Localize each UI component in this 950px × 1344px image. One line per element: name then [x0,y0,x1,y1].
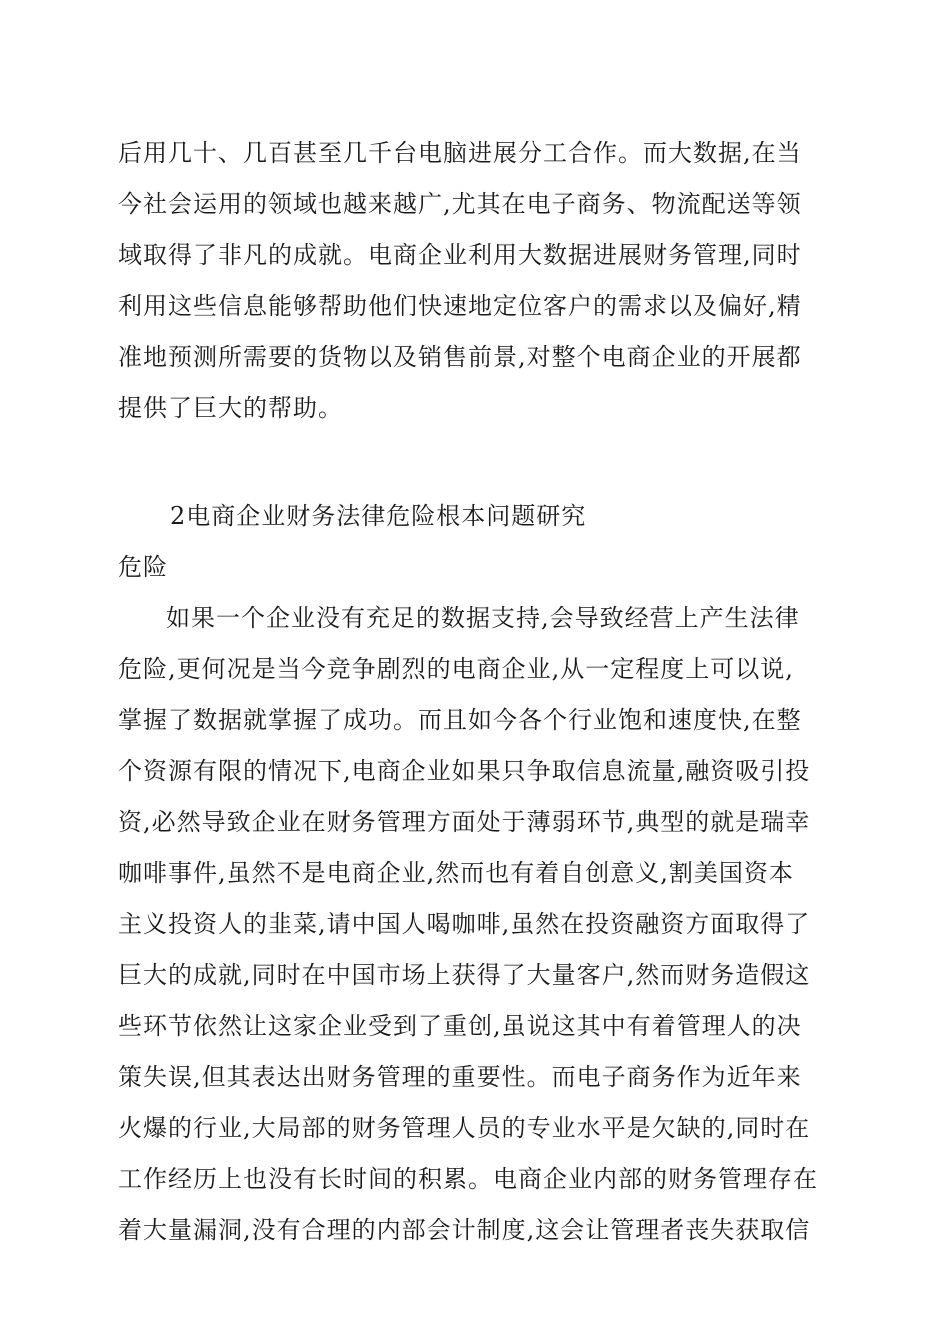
section-spacer [118,434,834,491]
paragraph-line: 工作经历上也没有长时间的积累。电商企业内部的财务管理存在 [118,1165,818,1193]
paragraph-line: 域取得了非凡的成就。电商企业利用大数据进展财务管理,同时 [118,241,802,269]
paragraph-line: 如果一个企业没有充足的数据支持,会导致经营上产生法律 [166,604,800,632]
paragraph-line: 掌握了数据就掌握了成功。而且如今各个行业饱和速度快,在整 [118,706,802,734]
paragraph-line: 咖啡事件,虽然不是电商企业,然而也有着自创意义,割美国资本 [118,859,794,887]
paragraph-line: 资,必然导致企业在财务管理方面处于薄弱环节,典型的就是瑞幸 [118,808,811,836]
paragraph-2 [118,593,834,1256]
paragraph-line: 今社会运用的领域也越来越广,尤其在电子商务、物流配送等领 [118,190,802,218]
paragraph-line: 策失误,但其表达出财务管理的重要性。而电子商务作为近年来 [118,1063,802,1091]
paragraph-line: 准地预测所需要的货物以及销售前景,对整个电商企业的开展都 [118,343,802,371]
paragraph-line: 火爆的行业,大局部的财务管理人员的专业水平是欠缺的,同时在 [118,1114,811,1142]
paragraph-line: 提供了巨大的帮助。 [118,394,343,422]
paragraph-line: 后用几十、几百甚至几千台电脑进展分工合作。而大数据,在当 [118,139,802,167]
paragraph-line: 些环节依然让这家企业受到了重创,虽说这其中有着管理人的决 [118,1012,802,1040]
paragraph-line: 巨大的成就,同时在中国市场上获得了大量客户,然而财务造假这 [118,961,811,989]
section-heading: 2电商企业财务法律危险根本问题研究 [170,502,587,530]
paragraph-line: 利用这些信息能够帮助他们快速地定位客户的需求以及偏好,精 [118,292,802,320]
paragraph-line: 个资源有限的情况下,电商企业如果只争取信息流量,融资吸引投 [118,757,811,785]
paragraph-1 [118,128,834,434]
paragraph-line: 着大量漏洞,没有合理的内部会计制度,这会让管理者丧失获取信 [118,1216,811,1244]
document-page [118,128,834,1256]
paragraph-line: 危险,更何况是当今竞争剧烈的电商企业,从一定程度上可以说, [118,655,794,683]
paragraph-line: 主义投资人的韭菜,请中国人喝咖啡,虽然在投资融资方面取得了 [118,910,811,938]
subheading: 危险 [118,553,168,581]
